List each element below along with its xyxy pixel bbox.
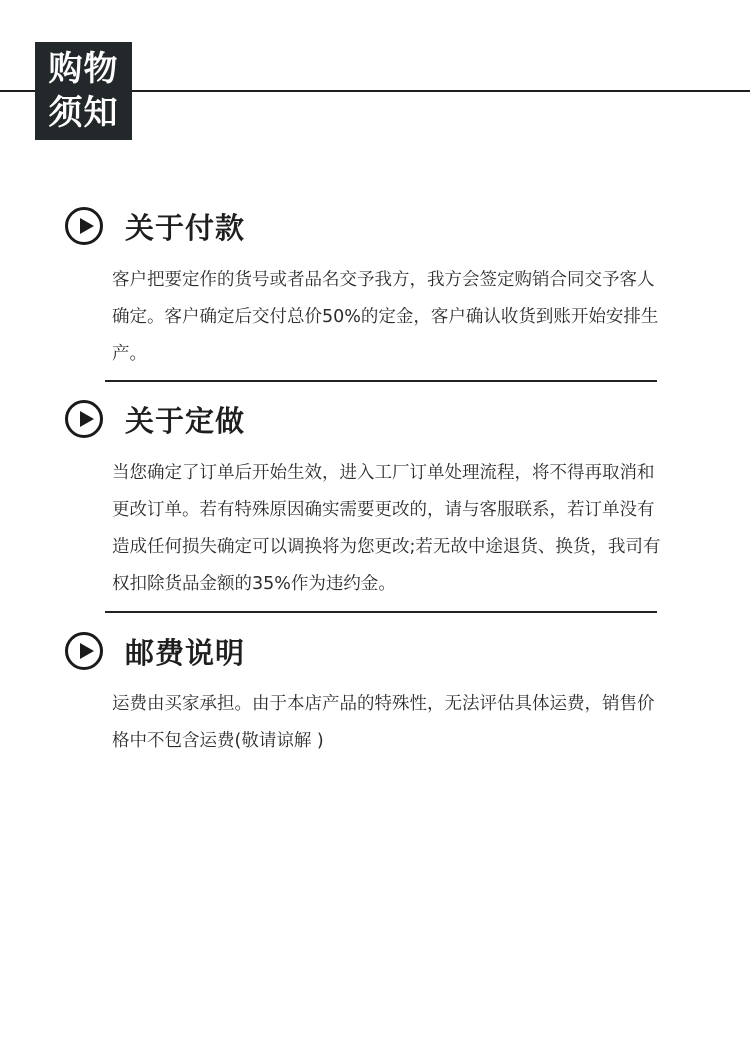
section-header-shipping (65, 630, 245, 672)
play-circle-icon (65, 400, 103, 438)
section-title: 关于付款 (125, 210, 246, 245)
section-title: 关于定做 (125, 403, 246, 438)
section-divider (105, 380, 657, 382)
page-title-line2: 须知 (48, 93, 119, 133)
play-circle-icon (65, 207, 103, 245)
section-title: 邮费说明 (125, 635, 246, 670)
section-header-payment (65, 205, 245, 247)
section-divider (105, 611, 657, 613)
play-circle-icon (65, 632, 103, 670)
section-body: 运费由买家承担。由于本店产品的特殊性，无法评估具体运费，销售价格中不包含运费(敬请谅解 ) (112, 694, 655, 751)
section-body: 客户把要定作的货号或者品名交予我方，我方会签定购销合同交予客人确定。客户确定后交付总价50%的定金，客户确认收货到账开始安排生产。 (112, 270, 659, 364)
section-header-custom-order (65, 398, 245, 440)
page-title-line1: 购物 (48, 49, 119, 89)
page-title-badge (35, 42, 132, 140)
section-body: 当您确定了订单后开始生效，进入工厂订单处理流程，将不得再取消和更改订单。若有特殊原因确实需要更改的，请与客服联系，若订单没有造成任何损失确定可以调换将为您更改;若无故中途退货、换货，我司有权扣除货品金额的35%作为违约金。 (112, 463, 661, 594)
